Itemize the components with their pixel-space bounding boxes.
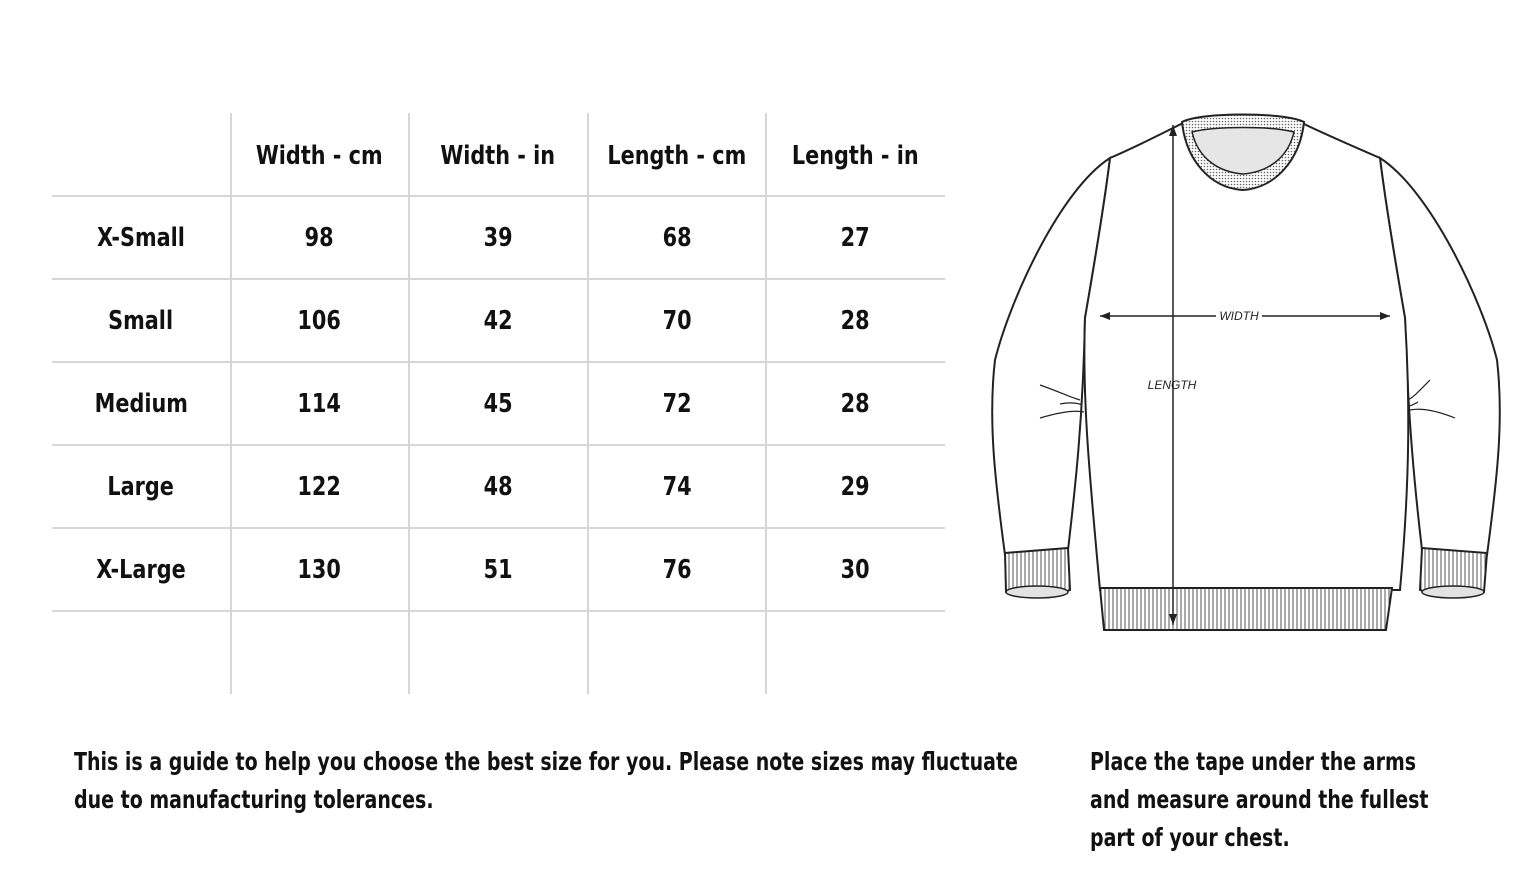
note-line: and measure around the fullest bbox=[1090, 785, 1429, 814]
left-cuff-opening bbox=[1006, 586, 1068, 598]
right-cuff-opening bbox=[1422, 586, 1484, 598]
size-label: X-Small bbox=[97, 222, 185, 253]
header-cell: Length - cm bbox=[607, 140, 747, 171]
hem-rib bbox=[1100, 588, 1392, 630]
note-line: due to manufacturing tolerances. bbox=[74, 785, 434, 814]
note-line: Place the tape under the arms bbox=[1090, 747, 1417, 776]
size-label: Small bbox=[108, 305, 174, 336]
table-cell: 28 bbox=[841, 305, 870, 336]
sweater-diagram bbox=[980, 110, 1520, 640]
table-cell: 45 bbox=[483, 388, 513, 419]
note-line: part of your chest. bbox=[1090, 823, 1290, 852]
header-cell: Width - cm bbox=[255, 140, 383, 171]
table-cell: 39 bbox=[483, 222, 513, 253]
length-label: LENGTH bbox=[1147, 378, 1197, 392]
header-cell: Width - in bbox=[440, 140, 556, 171]
table-cell: 114 bbox=[297, 388, 341, 419]
table-cell: 68 bbox=[662, 222, 692, 253]
table-cell: 48 bbox=[483, 471, 513, 502]
table-cell: 30 bbox=[841, 554, 870, 585]
table-cell: 76 bbox=[662, 554, 692, 585]
sweater-body bbox=[1084, 122, 1408, 590]
table-header-row bbox=[52, 114, 945, 197]
table-row bbox=[52, 196, 945, 279]
width-label: WIDTH bbox=[1219, 309, 1259, 323]
size-label: Large bbox=[107, 471, 175, 502]
table-cell: 51 bbox=[483, 554, 513, 585]
table-cell: 70 bbox=[662, 305, 692, 336]
measurement-note bbox=[1090, 743, 1535, 857]
table-row bbox=[52, 362, 945, 445]
table-cell: 130 bbox=[297, 554, 341, 585]
note-line: This is a guide to help you choose the best size for you. Please note sizes may fluctuate bbox=[74, 747, 1018, 776]
table-row bbox=[52, 528, 945, 611]
table-row bbox=[52, 445, 945, 528]
table-cell: 42 bbox=[483, 305, 513, 336]
table-cell: 74 bbox=[662, 471, 692, 502]
header-cell: Length - in bbox=[792, 140, 919, 171]
table-cell: 27 bbox=[841, 222, 870, 253]
table-cell: 72 bbox=[662, 388, 692, 419]
table-row bbox=[52, 279, 945, 362]
table-cell: 28 bbox=[841, 388, 870, 419]
table-cell: 106 bbox=[297, 305, 341, 336]
size-label: X-Large bbox=[96, 554, 186, 585]
table-cell: 122 bbox=[297, 471, 341, 502]
table-cell: 29 bbox=[841, 471, 870, 502]
size-label: Medium bbox=[94, 388, 188, 419]
table-cell: 98 bbox=[304, 222, 334, 253]
